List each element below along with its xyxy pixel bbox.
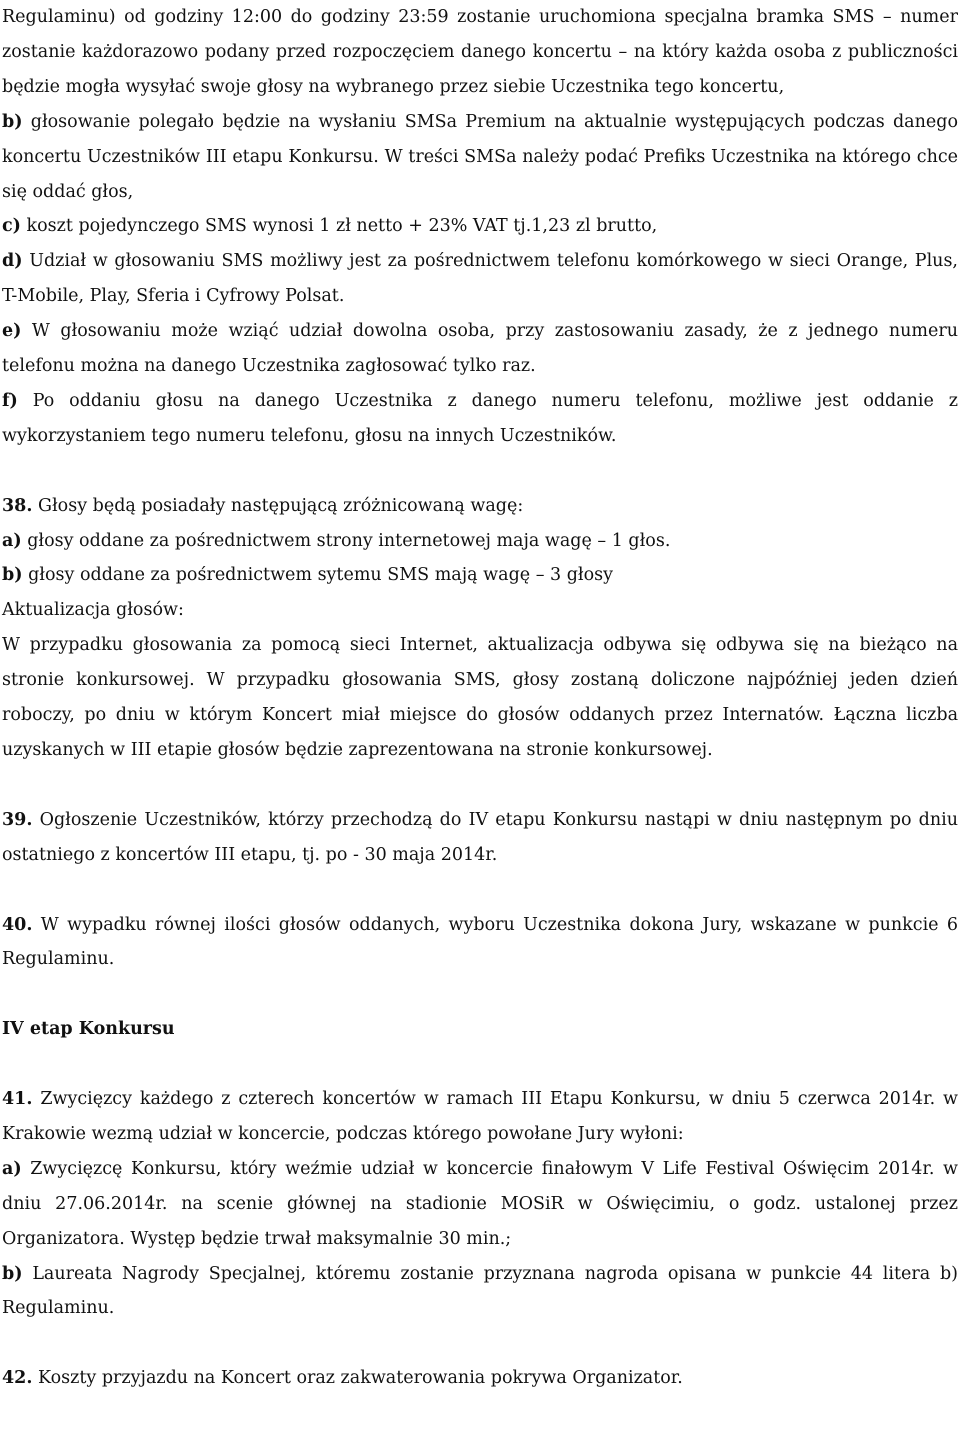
section-text-41: Zwycięzcy każdego z czterech koncertów w ramach III Etapu Konkursu, w dniu 5 czerwca 2014r. w Krakowie wezmą udział w koncercie, podczas którego powołane Jury wyłoni: (2, 1089, 958, 1144)
section-text-38: Głosy będą posiadały następującą zróżnicowaną wagę: (38, 495, 524, 516)
section-41 (2, 1082, 958, 1152)
paragraph-f (2, 384, 958, 454)
section-number-40: 40. (2, 914, 33, 935)
spacer (2, 454, 958, 489)
spacer (2, 768, 958, 803)
item-label-41a: a) (2, 1158, 22, 1179)
item-label-f: f) (2, 390, 18, 411)
item-text-d: Udział w głosowaniu SMS możliwy jest za pośrednictwem telefonu komórkowego w sieci Orange, Plus, T-Mobile, Play, Sferia i Cyfrowy Polsat. (2, 251, 958, 307)
section-38 (2, 489, 958, 524)
section-number-38: 38. (2, 495, 33, 516)
section-number-42: 42. (2, 1368, 33, 1389)
section-38-item-a (2, 524, 958, 559)
stage-heading: IV etap Konkursu (2, 1019, 175, 1040)
section-text-40: W wypadku równej ilości głosów oddanych, wyboru Uczestnika dokona Jury, wskazane w punkcie 6 Regulaminu. (2, 914, 958, 970)
section-40 (2, 908, 958, 978)
item-text-b: głosowanie polegało będzie na wysłaniu SMSa Premium na aktualnie występujących podczas danego koncertu Uczestników III etapu Konkursu. W treści SMSa należy podać Prefiks Uczestnika na którego chce się oddać głos, (2, 111, 958, 202)
paragraph-c (2, 209, 958, 244)
section-41-item-a (2, 1152, 958, 1257)
paragraph-e (2, 314, 958, 384)
item-label-38b: b) (2, 565, 23, 586)
item-text-e: W głosowaniu może wziąć udział dowolna osoba, przy zastosowaniu zasady, że z jednego numeru telefonu można na danego Uczestnika zagłosować tylko raz. (2, 321, 958, 377)
section-number-41: 41. (2, 1089, 33, 1110)
item-label-41b: b) (2, 1263, 23, 1284)
item-label-38a: a) (2, 530, 22, 551)
section-42 (2, 1361, 958, 1396)
spacer (2, 1047, 958, 1082)
update-heading: Aktualizacja głosów: (2, 600, 184, 621)
section-38-item-b (2, 558, 958, 593)
item-text-41a: Zwycięzcę Konkursu, który weźmie udział w koncercie finałowym V Life Festival Oświęcim 2014r. w dniu 27.06.2014r. na scenie głównej na stadionie MOSiR w Oświęcimiu, o godz. ustalonej przez Organizatora. Występ będzie trwał maksymalnie 30 min.; (2, 1158, 958, 1249)
section-41-item-b (2, 1257, 958, 1327)
intro-text: Regulaminu) od godziny 12:00 do godziny 23:59 zostanie uruchomiona specjalna bramka SMS – numer zostanie każdorazowo podany przed rozpoczęciem danego koncertu – na który każda osoba z publiczności będzie mogła wysyłać swoje głosy na wybranego przez siebie Uczestnika tego koncertu, (2, 7, 958, 97)
item-text-38a: głosy oddane za pośrednictwem strony internetowej maja wagę – 1 głos. (27, 530, 671, 551)
item-text-f: Po oddaniu głosu na danego Uczestnika z danego numeru telefonu, możliwe jest oddanie z wykorzystaniem tego numeru telefonu, głosu na innych Uczestników. (2, 390, 958, 446)
spacer (2, 977, 958, 1012)
item-label-e: e) (2, 321, 22, 342)
document-page (2, 0, 958, 1396)
spacer (2, 873, 958, 908)
item-text-c: koszt pojedynczego SMS wynosi 1 zł netto + 23% VAT tj.1,23 zl brutto, (26, 216, 658, 237)
paragraph-intro (2, 0, 958, 105)
item-text-38b: głosy oddane za pośrednictwem sytemu SMS mają wagę – 3 głosy (28, 565, 613, 586)
section-text-39: Ogłoszenie Uczestników, którzy przechodzą do IV etapu Konkursu nastąpi w dniu następnym po dniu ostatniego z koncertów III etapu, tj. po - 30 maja 2014r. (2, 809, 958, 865)
item-label-d: d) (2, 251, 23, 272)
section-39 (2, 803, 958, 873)
paragraph-b (2, 105, 958, 210)
paragraph-d (2, 244, 958, 314)
item-label-b: b) (2, 111, 23, 132)
update-paragraph: W przypadku głosowania za pomocą sieci Internet, aktualizacja odbywa się odbywa się na bieżąco na stronie konkursowej. W przypadku głosowania SMS, głosy zostaną doliczone najpóźniej jeden dzień roboczy, po dniu w którym Koncert miał miejsce do głosów oddanych przez Internatów. Łączna liczba uzyskanych w III etapie głosów będzie zaprezentowana na stronie konkursowej. (2, 635, 958, 761)
spacer (2, 1326, 958, 1361)
section-text-42: Koszty przyjazdu na Koncert oraz zakwaterowania pokrywa Organizator. (38, 1368, 683, 1389)
item-text-41b: Laureata Nagrody Specjalnej, któremu zostanie przyznana nagroda opisana w punkcie 44 litera b) Regulaminu. (2, 1263, 958, 1319)
item-label-c: c) (2, 216, 21, 237)
section-number-39: 39. (2, 809, 33, 830)
